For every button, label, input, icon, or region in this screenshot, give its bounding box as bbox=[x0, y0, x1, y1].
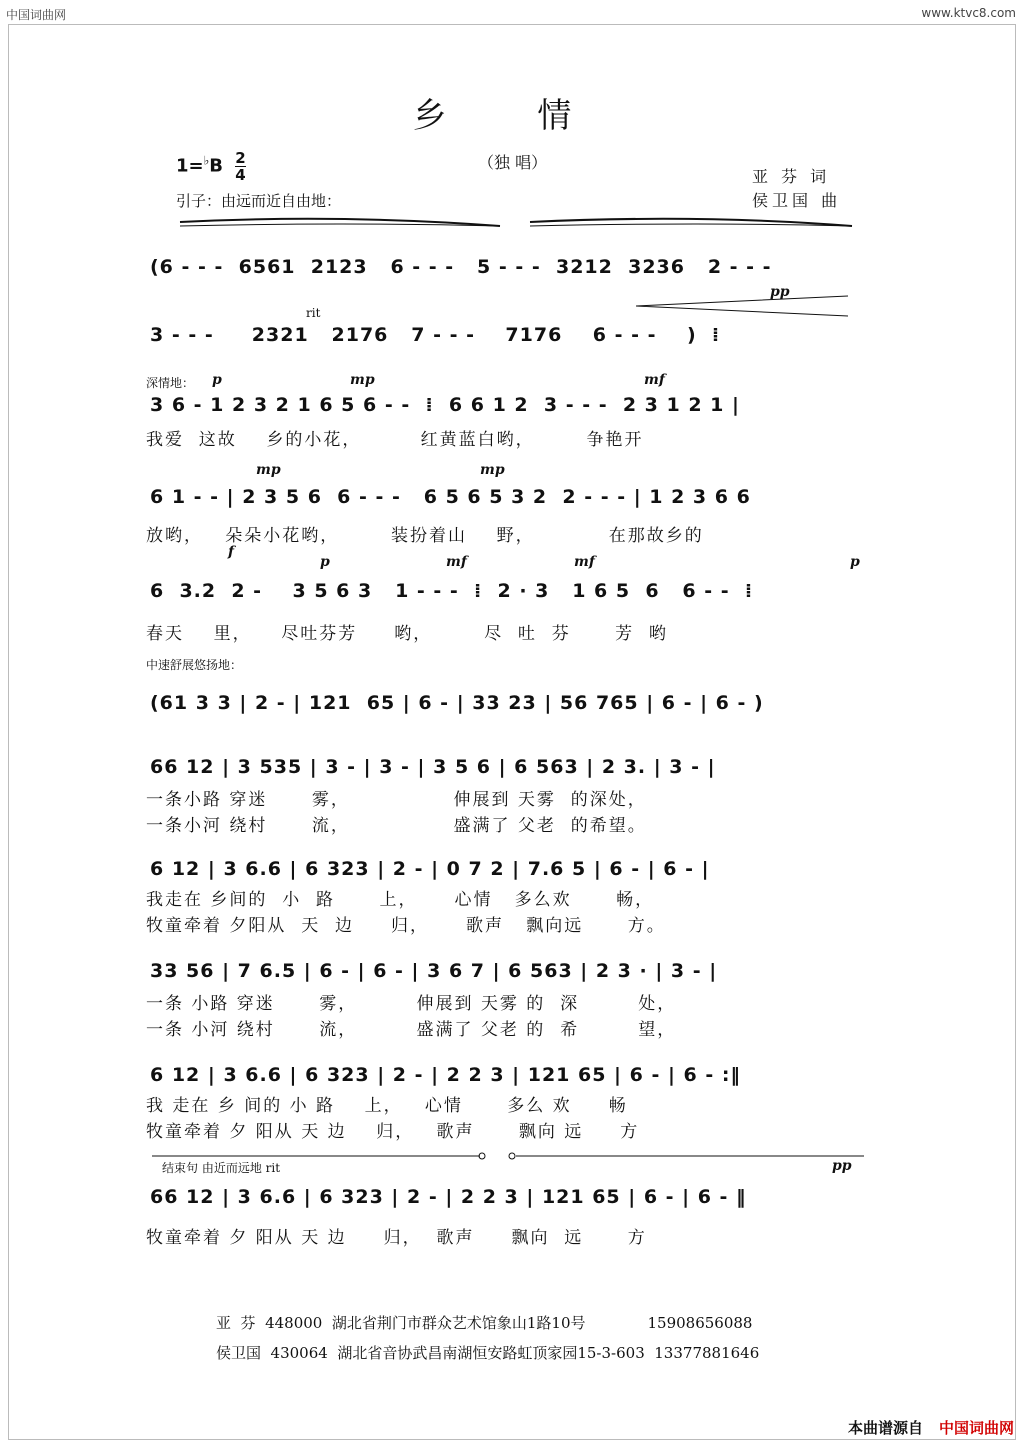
system-3-lyric: 我爱 这故 乡的小花， 红黄蓝白哟， 争艳开 bbox=[146, 430, 644, 450]
system-8-notes: 6 12 | 3 6.6 | 6 323 | 2 - | 0 7 2 | 7.6 5 | 6 - | 6 - | bbox=[150, 858, 710, 880]
time-bottom: 4 bbox=[235, 166, 246, 184]
system-10-notes: 6 12 | 3 6.6 | 6 323 | 2 - | 2 2 3 | 121 65 | 6 - | 6 - :‖ bbox=[150, 1064, 741, 1086]
system-11-lyric: 牧童牵着 夕 阳从 天 边 归， 歌声 飘向 远 方 bbox=[146, 1228, 647, 1248]
dynamic-p-3: p bbox=[850, 554, 860, 570]
genre-label: （独 唱） bbox=[478, 153, 548, 172]
watermark-right: www.ktvc8.com bbox=[921, 6, 1016, 20]
dynamic-mf-3: mf bbox=[574, 554, 595, 570]
system-9-lyric-2: 一条 小河 绕村 流， 盛满了 父老 的 希 望， bbox=[146, 1020, 677, 1040]
system-5-notes: 6 3.2 2 - 3 5 6 3 1 - - - ⁞ 2 · 3 1 6 5 6 6 - - ⁞ bbox=[150, 580, 754, 602]
source-brand-link[interactable]: 中国词曲网 bbox=[938, 1419, 1014, 1437]
system-8-lyric-2: 牧童牵着 夕阳从 天 边 归， 歌声 飘向远 方。 bbox=[146, 916, 666, 936]
composer-credit: 侯卫国 曲 bbox=[752, 191, 842, 210]
watermark-left: 中国词曲网 bbox=[6, 8, 67, 22]
section-label-deep: 深情地： bbox=[146, 376, 195, 390]
system-7-lyric-2: 一条小河 绕村 流， 盛满了 父老 的希望。 bbox=[146, 816, 647, 836]
system-7-lyric-1: 一条小路 穿迷 雾， 伸展到 天雾 的深处， bbox=[146, 790, 647, 810]
system-intro-2: 3 - - - 2321 2176 7 - - - 7176 6 - - - ) ⁞ bbox=[150, 324, 721, 346]
intro-instruction: 引子：由远而近自由地： bbox=[176, 192, 342, 210]
footer-lyricist-contact: 亚 芬 448000 湖北省荆门市群众艺术馆象山1路10号 15908656088 bbox=[216, 1314, 753, 1332]
system-7-notes: 66 12 | 3 535 | 3 - | 3 - | 3 5 6 | 6 563 | 2 3. | 3 - | bbox=[150, 756, 716, 778]
dynamic-mp-3: mp bbox=[480, 462, 505, 478]
dynamic-mf-1: mf bbox=[644, 372, 665, 388]
dynamic-p-1: p bbox=[212, 372, 222, 388]
flat-sign: ♭ bbox=[203, 153, 210, 168]
dynamic-pp-end: pp bbox=[832, 1158, 852, 1174]
system-8-lyric-1: 我走在 乡间的 小 路 上， 心情 多么欢 畅， bbox=[146, 890, 655, 910]
system-4-notes: 6 1 - - | 2 3 5 6 6 - - - 6 5 6 5 3 2 2 - - - | 1 2 3 6 6 bbox=[150, 486, 751, 508]
key-prefix: 1= bbox=[176, 155, 204, 177]
dynamic-pp-intro: pp bbox=[770, 284, 790, 300]
time-top: 2 bbox=[235, 149, 246, 167]
dynamic-mf-2: mf bbox=[446, 554, 467, 570]
rit-mark-intro: rit bbox=[306, 306, 321, 320]
system-11-notes: 66 12 | 3 6.6 | 6 323 | 2 - | 2 2 3 | 121 65 | 6 - | 6 - ‖ bbox=[150, 1186, 747, 1208]
dynamic-f: f bbox=[228, 544, 235, 560]
system-6-notes: (61 3 3 | 2 - | 121 65 | 6 - | 33 23 | 56 765 | 6 - | 6 - ) bbox=[150, 692, 764, 714]
system-3-notes: 3 6 - 1 2 3 2 1 6 5 6 - - ⁞ 6 6 1 2 3 - - - 2 3 1 2 1 | bbox=[150, 394, 740, 416]
dynamic-mp-1: mp bbox=[350, 372, 375, 388]
dynamic-p-2: p bbox=[320, 554, 330, 570]
system-10-lyric-1: 我 走在 乡 间的 小 路 上， 心情 多么 欢 畅 bbox=[146, 1096, 628, 1116]
system-5-lyric: 春天 里， 尽吐芬芳 哟， 尽 吐 芬 芳 哟 bbox=[146, 624, 668, 644]
system-9-lyric-1: 一条 小路 穿迷 雾， 伸展到 天雾 的 深 处， bbox=[146, 994, 677, 1014]
footer-composer-contact: 侯卫国 430064 湖北省音协武昌南湖恒安路虹顶家园15-3-603 13377881646 bbox=[216, 1344, 760, 1362]
source-label: 本曲谱源自 bbox=[847, 1419, 923, 1437]
system-4-lyric: 放哟， 朵朵小花哟， 装扮着山 野， 在那故乡的 bbox=[146, 526, 704, 546]
key-note: B bbox=[209, 155, 224, 177]
lyricist-credit: 亚 芬 词 bbox=[752, 167, 831, 186]
system-intro-1: (6 - - - 6561 2123 6 - - - 5 - - - 3212 3236 2 - - - bbox=[150, 256, 772, 278]
section-label-medium: 中速舒展悠扬地： bbox=[146, 658, 243, 672]
section-label-ending: 结束句 由近而远地 rit bbox=[162, 1161, 281, 1175]
song-title: 乡 情 bbox=[412, 96, 612, 136]
system-10-lyric-2: 牧童牵着 夕 阳从 天 边 归， 歌声 飘向 远 方 bbox=[146, 1122, 640, 1142]
source-attribution bbox=[848, 1417, 1014, 1438]
dynamic-mp-2: mp bbox=[256, 462, 281, 478]
system-9-notes: 33 56 | 7 6.5 | 6 - | 6 - | 3 6 7 | 6 563 | 2 3 · | 3 - | bbox=[150, 960, 718, 982]
